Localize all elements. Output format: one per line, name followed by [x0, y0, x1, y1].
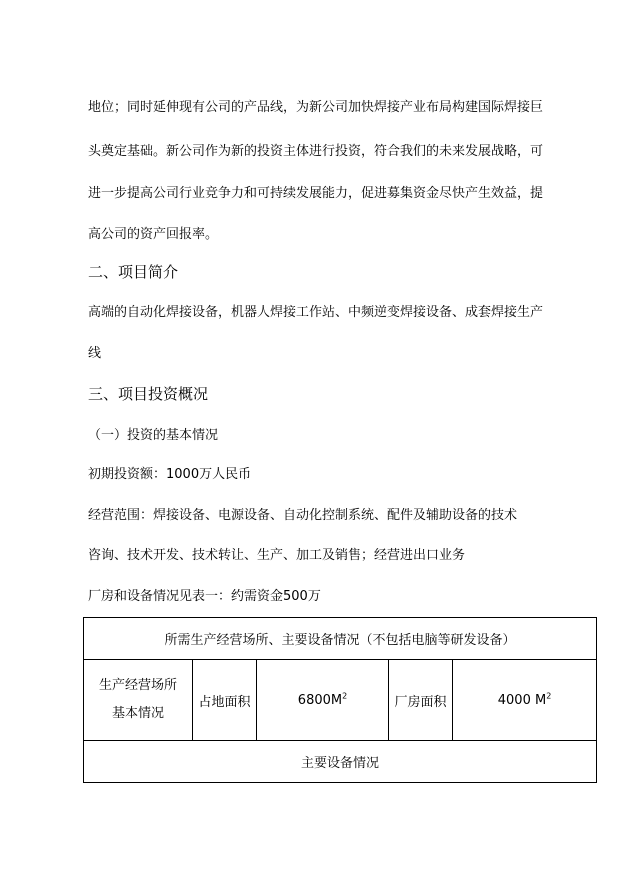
site-label-line: 基本情况 — [111, 706, 164, 721]
paragraph-line: 头奠定基础。新公司作为新的投资主体进行投资，符合我们的未来发展战略，可 — [88, 144, 544, 159]
plant-area-unit-superscript: 2 — [546, 691, 552, 701]
facilities-equipment-table — [83, 617, 597, 783]
section-heading-investment-overview: 三、项目投资概况 — [88, 385, 209, 403]
land-area-value: 6800M — [297, 692, 343, 708]
project-intro-line: 线 — [88, 346, 102, 361]
plant-area-value-cell — [453, 660, 597, 741]
paragraph-line: 高公司的资产回报率。 — [88, 227, 219, 242]
plant-area-value: 4000 M — [497, 692, 547, 708]
project-intro-line: 高端的自动化焊接设备，机器人焊接工作站、中频逆变焊接设备、成套焊接生产 — [88, 305, 544, 320]
table-row — [84, 741, 597, 783]
table-intro-text: 厂房和设备情况见表一：约需资金500万 — [88, 589, 321, 604]
table-row — [84, 660, 597, 741]
equipment-header-cell: 主要设备情况 — [84, 741, 597, 783]
land-area-value-cell — [257, 660, 389, 741]
plant-area-label-cell: 厂房面积 — [389, 660, 453, 741]
paragraph-line: 地位；同时延伸现有公司的产品线，为新公司加快焊接产业布局构建国际焊接巨 — [88, 100, 544, 115]
table-header-row — [84, 618, 597, 660]
section-heading-project-intro: 二、项目简介 — [88, 263, 179, 281]
initial-investment-text: 初期投资额：1000万人民币 — [88, 467, 252, 482]
table-header-cell: 所需生产经营场所、主要设备情况（不包括电脑等研发设备） — [84, 618, 597, 660]
subsection-heading-basic-info: （一）投资的基本情况 — [88, 428, 219, 443]
land-area-unit-superscript: 2 — [342, 691, 348, 701]
business-scope-line: 经营范围：焊接设备、电源设备、自动化控制系统、配件及辅助设备的技术 — [88, 508, 518, 523]
land-area-label-cell: 占地面积 — [193, 660, 257, 741]
paragraph-line: 进一步提高公司行业竞争力和可持续发展能力，促进募集资金尽快产生效益，提 — [88, 186, 544, 201]
site-label-line: 生产经营场所 — [98, 678, 177, 693]
site-label-cell — [84, 660, 193, 741]
business-scope-line: 咨询、技术开发、技术转让、生产、加工及销售；经营进出口业务 — [88, 548, 466, 563]
